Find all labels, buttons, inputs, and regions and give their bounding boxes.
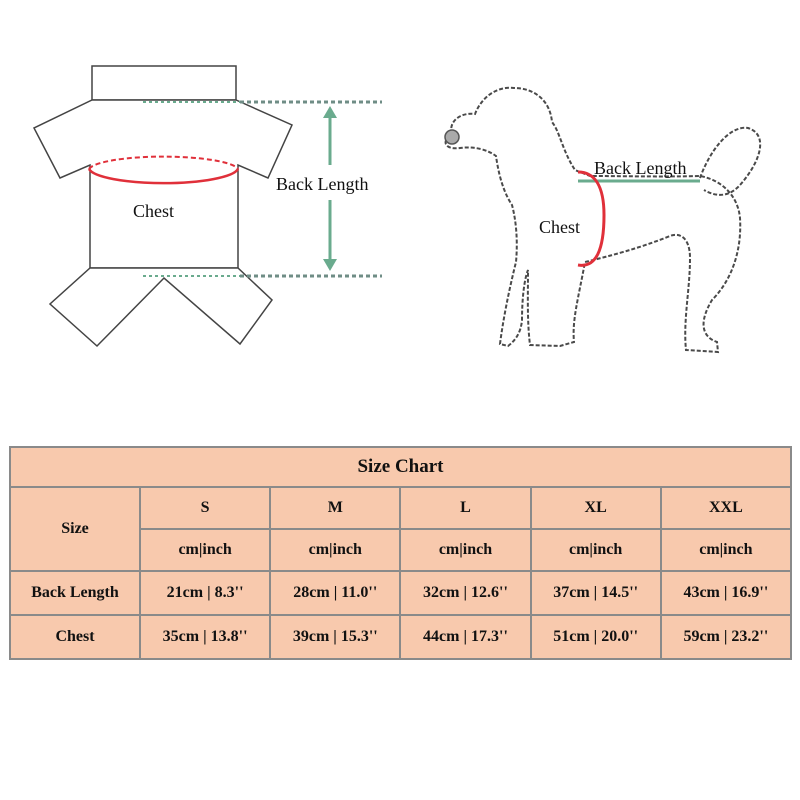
size-header: Size (10, 487, 140, 571)
garment-legs (50, 268, 272, 346)
table-cell: 32cm | 12.6'' (400, 571, 530, 615)
unit-cell: cm|inch (270, 529, 400, 571)
dog-back-length-label: Back Length (594, 158, 687, 178)
unit-cell: cm|inch (661, 529, 791, 571)
table-cell: 28cm | 11.0'' (270, 571, 400, 615)
table-cell: 59cm | 23.2'' (661, 615, 791, 659)
table-cell: 39cm | 15.3'' (270, 615, 400, 659)
size-m: M (270, 487, 400, 529)
row-label-chest: Chest (10, 615, 140, 659)
table-cell: 51cm | 20.0'' (531, 615, 661, 659)
garment-top-collar (92, 66, 236, 100)
unit-cell: cm|inch (531, 529, 661, 571)
size-chart-table (9, 446, 792, 660)
size-s: S (140, 487, 270, 529)
garment-chest-label: Chest (133, 201, 175, 221)
row-label-back-length: Back Length (10, 571, 140, 615)
dog-nose (445, 130, 459, 144)
size-xl: XL (531, 487, 661, 529)
table-cell: 43cm | 16.9'' (661, 571, 791, 615)
size-chart-title: Size Chart (10, 447, 791, 487)
table-cell: 44cm | 17.3'' (400, 615, 530, 659)
unit-cell: cm|inch (140, 529, 270, 571)
unit-cell: cm|inch (400, 529, 530, 571)
table-cell: 35cm | 13.8'' (140, 615, 270, 659)
size-xxl: XXL (661, 487, 791, 529)
table-cell: 21cm | 8.3'' (140, 571, 270, 615)
dog-body (446, 88, 741, 352)
garment-back-length-label: Back Length (276, 174, 369, 194)
size-l: L (400, 487, 530, 529)
table-row-back-length (10, 571, 791, 615)
table-cell: 37cm | 14.5'' (531, 571, 661, 615)
dog-chest-label: Chest (539, 217, 581, 237)
table-row-chest (10, 615, 791, 659)
